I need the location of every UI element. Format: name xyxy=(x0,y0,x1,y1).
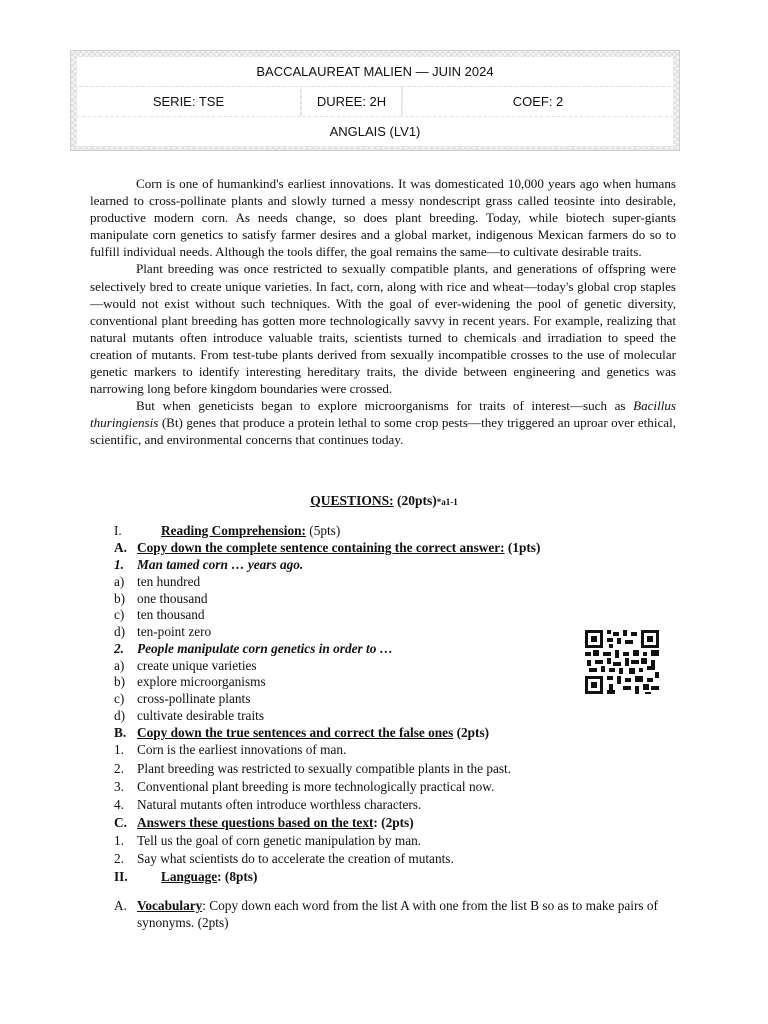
vocab-label: Vocabulary xyxy=(137,898,203,913)
option-marker: a) xyxy=(114,574,125,589)
option-text: ten thousand xyxy=(137,607,205,622)
passage3-species: Bacillus thuringiensis xyxy=(90,398,676,431)
option-marker: c) xyxy=(114,691,125,706)
part2-label: Language xyxy=(161,869,218,884)
item-text: Conventional plant breeding is more technologically practical now. xyxy=(137,779,495,794)
passage-paragraph-2: Plant breeding was once restricted to sexually compatible plants, and generations of offspring were selectively bred to create unique varieties. In fact, corn, along with rice and wheat—today's global crop staples—would not exist without such techniques. With the goal of ever-widening the pool of genetic diversity, conventional plant breeding has gotten more technologically savvy in recent years. For example, realizing that natural mutants often introduce valuable traits, scientists turned to chemicals and irradiation to speed the creation of mutants. From test-tube plants derived from sexually incompatible crosses to the use of molecular genetic markers to identify interesting hereditary traits, the divide between engineering and genetics was narrowing long before kingdom boundaries were crossed. xyxy=(90,261,676,397)
item-marker: 4. xyxy=(114,797,124,812)
passage3-after: (Bt) genes that produce a protein lethal to some crop pests—they triggered an uproar over ethical, scientific, and environmental concerns that continues today. xyxy=(90,415,676,448)
part2-marker: II. xyxy=(114,869,128,884)
question-2-text: People manipulate corn genetics in order to … xyxy=(137,641,393,656)
item-marker: 1. xyxy=(114,742,124,757)
subject-text: ANGLAIS (LV1) xyxy=(329,124,421,139)
sectionA-points: (1pts) xyxy=(504,540,541,555)
vocab-text: : Copy down each word from the list A with one from the list B so as to make pairs of synonyms. (2pts) xyxy=(137,898,658,930)
item-text: Natural mutants often introduce worthless characters. xyxy=(137,797,422,812)
item-marker: 2. xyxy=(114,761,124,776)
sectionC-marker: C. xyxy=(114,815,127,830)
sectionB-label: Copy down the true sentences and correct the false ones xyxy=(137,725,454,740)
coef-cell xyxy=(403,87,673,116)
option-text: one thousand xyxy=(137,591,208,606)
questions-points: (20pts) xyxy=(393,493,437,508)
option-marker: d) xyxy=(114,708,126,723)
questions-mark: *a1-1 xyxy=(436,497,458,507)
part1-marker: I. xyxy=(114,523,122,538)
item-marker: 3. xyxy=(114,779,124,794)
coef-text: COEF: 2 xyxy=(512,94,564,109)
item-text: Plant breeding was restricted to sexually compatible plants in the past. xyxy=(137,761,512,776)
sectionA-marker: A. xyxy=(114,540,127,555)
passage3-before: But when geneticists began to explore microorganisms for traits of interest—such as xyxy=(136,398,634,414)
subject-cell xyxy=(77,117,673,146)
sectionB-points: (2pts) xyxy=(453,725,490,740)
questions-label: QUESTIONS: xyxy=(310,493,394,508)
part2-points: : (8pts) xyxy=(217,869,258,884)
item-text: Corn is the earliest innovations of man. xyxy=(137,742,347,757)
questions-title xyxy=(0,493,768,509)
item-text: Tell us the goal of corn genetic manipulation by man. xyxy=(137,833,422,848)
serie-cell xyxy=(77,87,300,116)
question-1-text: Man tamed corn … years ago. xyxy=(137,557,304,572)
reading-passage xyxy=(90,175,676,449)
item-text: Say what scientists do to accelerate the creation of mutants. xyxy=(137,851,454,866)
passage-paragraph-1: Corn is one of humankind's earliest innovations. It was domesticated 10,000 years ago when humans learned to cross-pollinate plants and slowly turned a messy nondescript grass called teosinte into desirable, productive modern corn. As needs change, so does plant breeding. Today, while biotech super-giants manipulate corn genetics to satisfy farmer desires and a global market, indigenous Mexican farmers do so to fulfill individual needs. Although the tools differ, the goal remains the same—to cultivate desirable traits. xyxy=(90,176,676,260)
question-2-marker: 2. xyxy=(114,641,124,656)
sectionC-points: : (2pts) xyxy=(373,815,414,830)
sectionB-marker: B. xyxy=(114,725,127,740)
item-marker: 2. xyxy=(114,851,124,866)
sectionA-label: Copy down the complete sentence containing the correct answer: xyxy=(137,540,505,555)
exam-header xyxy=(70,50,680,151)
passage-paragraph-3 xyxy=(90,397,676,448)
qr-code xyxy=(585,630,659,694)
option-text: ten-point zero xyxy=(137,624,212,639)
sectionC-label: Answers these questions based on the text xyxy=(137,815,374,830)
option-text: ten hundred xyxy=(137,574,201,589)
option-marker: b) xyxy=(114,591,126,606)
option-marker: c) xyxy=(114,607,125,622)
serie-text: SERIE: TSE xyxy=(152,94,225,109)
option-text: create unique varieties xyxy=(137,658,257,673)
option-marker: d) xyxy=(114,624,126,639)
exam-title xyxy=(77,57,673,86)
vocab-instruction xyxy=(137,897,667,931)
vocab-marker: A. xyxy=(114,898,127,913)
part1-points: (5pts) xyxy=(305,523,341,538)
duree-text: DUREE: 2H xyxy=(316,94,387,109)
duree-cell xyxy=(302,87,401,116)
option-marker: a) xyxy=(114,658,125,673)
option-marker: b) xyxy=(114,674,126,689)
item-marker: 1. xyxy=(114,833,124,848)
option-text: cultivate desirable traits xyxy=(137,708,265,723)
exam-title-text: BACCALAUREAT MALIEN — JUIN 2024 xyxy=(256,64,494,79)
part1-label: Reading Comprehension: xyxy=(161,523,306,538)
option-text: cross-pollinate plants xyxy=(137,691,251,706)
option-text: explore microorganisms xyxy=(137,674,266,689)
question-1-marker: 1. xyxy=(114,557,124,572)
